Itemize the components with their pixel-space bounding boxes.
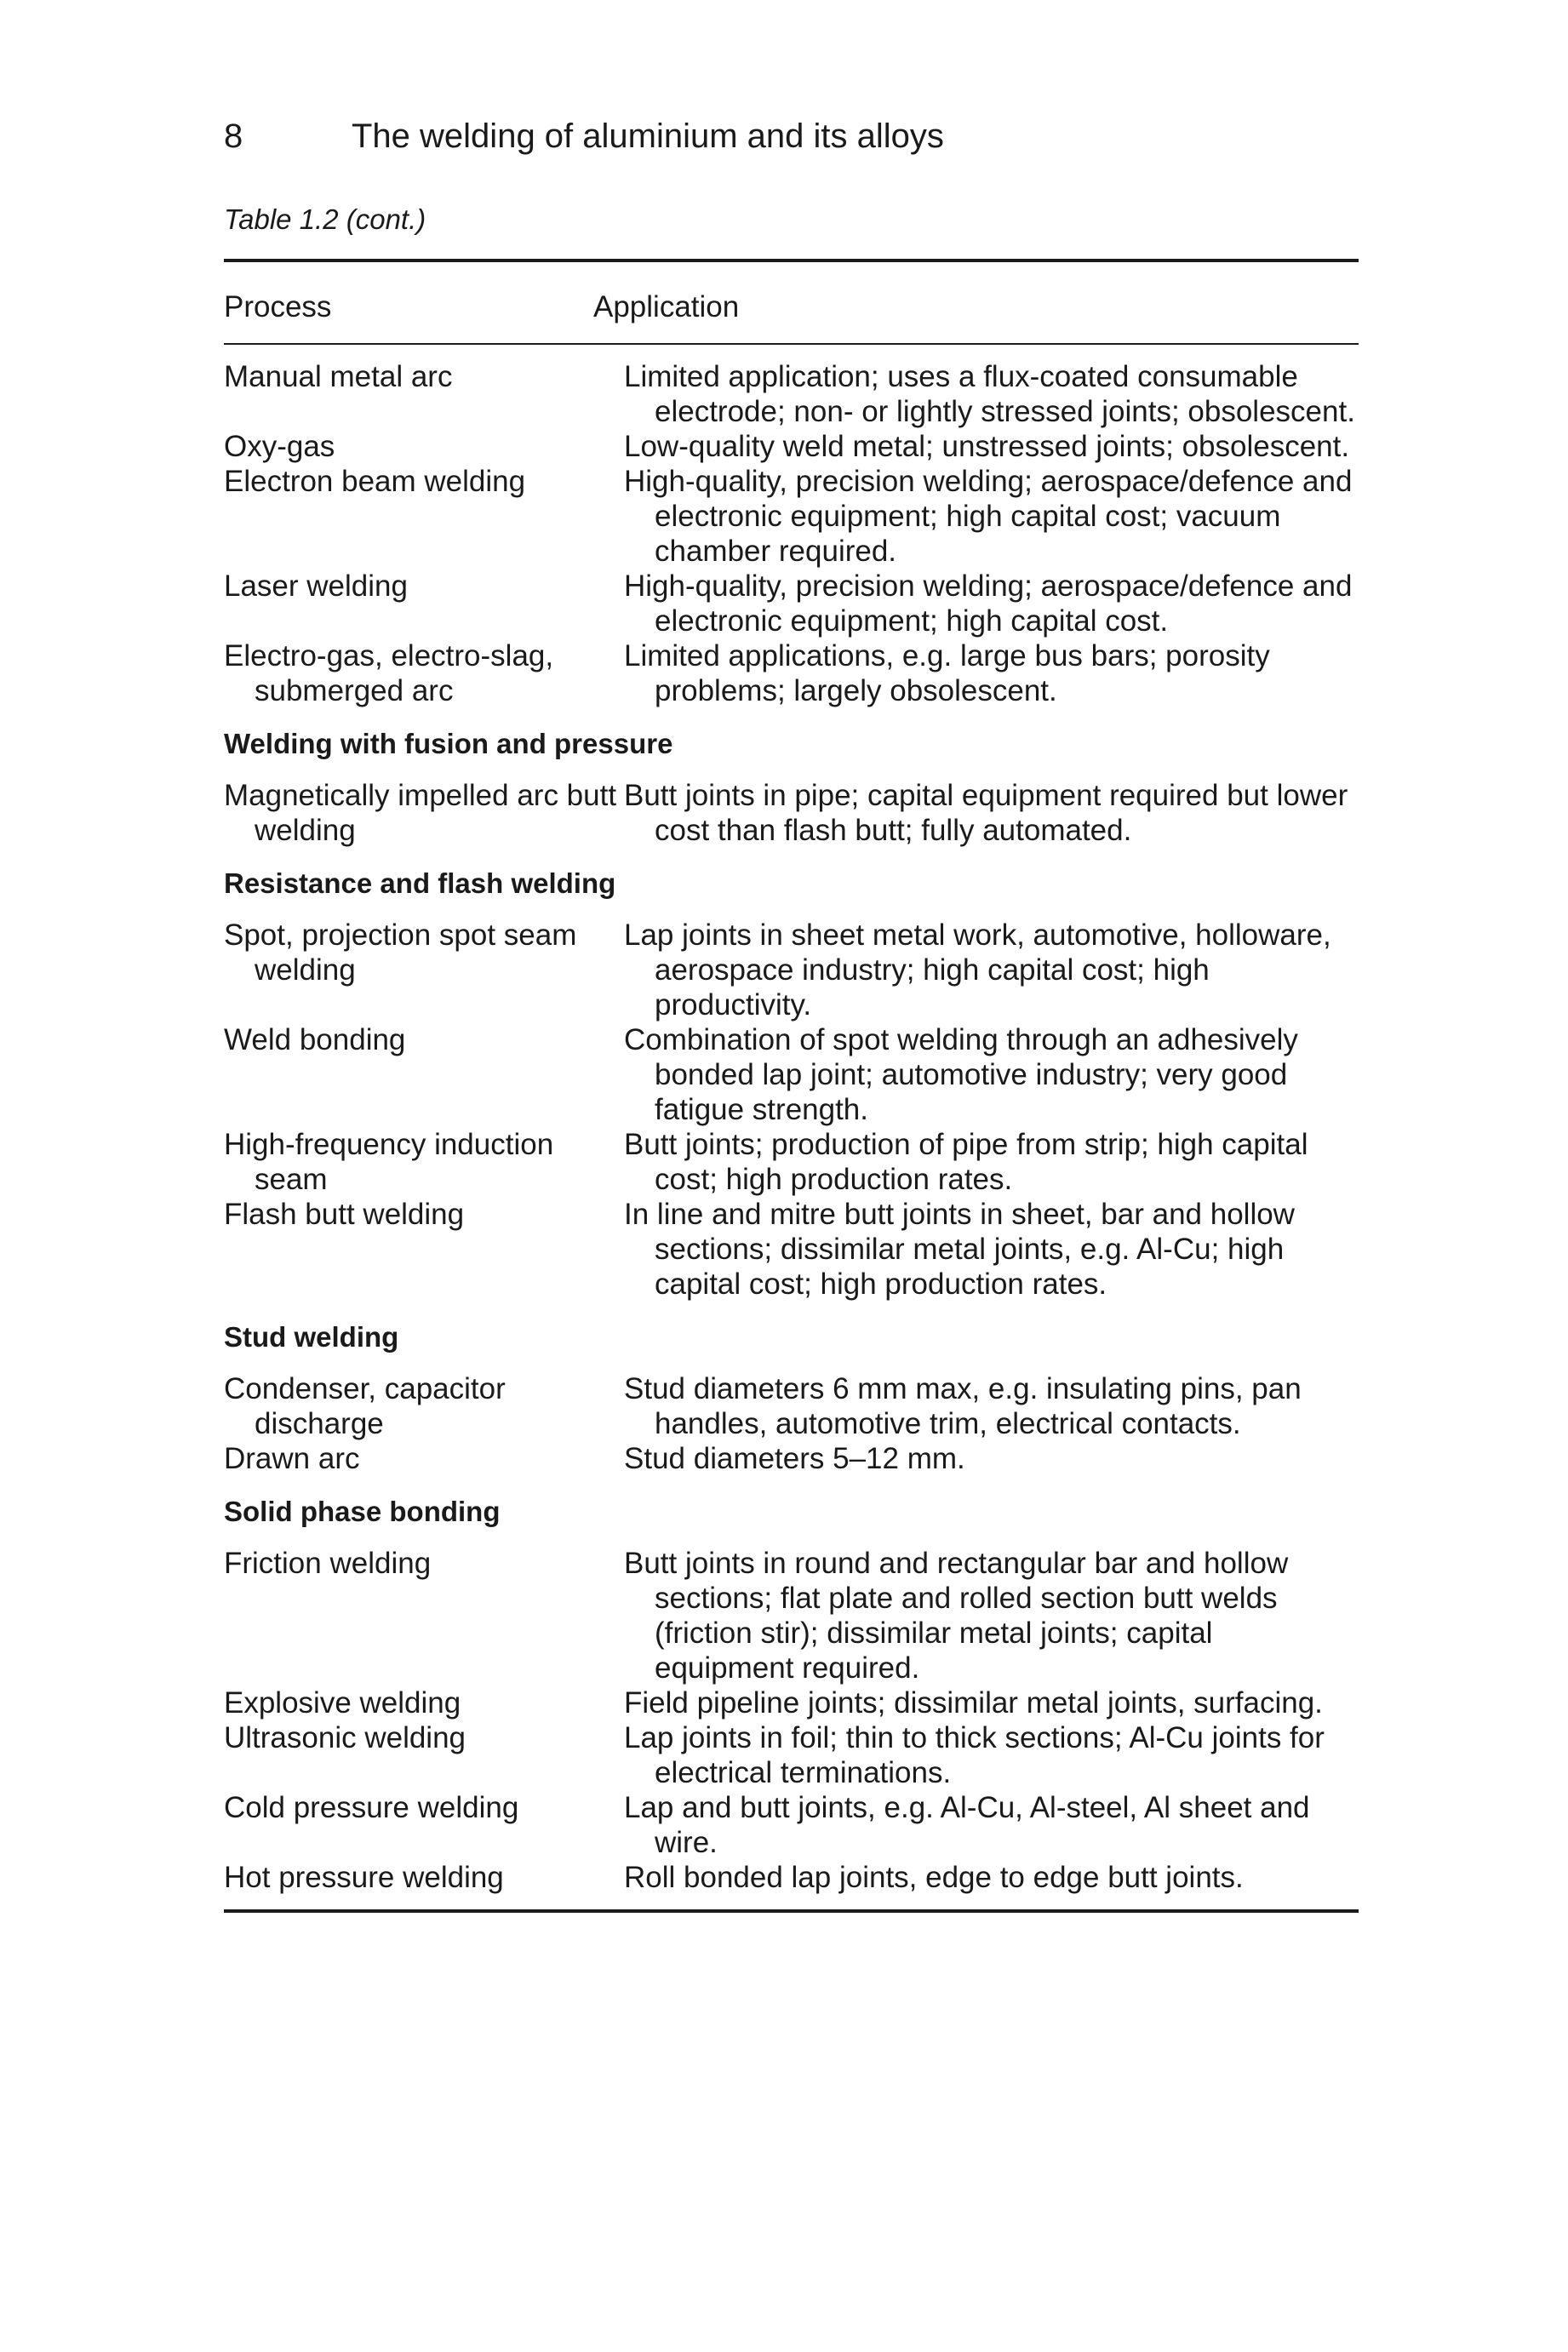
application-cell: Lap and butt joints, e.g. Al-Cu, Al-steel, Al sheet and wire. <box>624 1791 1310 1859</box>
table-body <box>224 345 1359 1909</box>
running-head <box>224 114 944 158</box>
process-cell: Laser welding <box>224 569 408 603</box>
application-cell: Combination of spot welding through an adhesively bonded lap joint; automotive industry; very good fatigue strength. <box>624 1023 1298 1126</box>
table-row <box>224 1685 1359 1720</box>
application-cell: Field pipeline joints; dissimilar metal joints, surfacing. <box>624 1686 1323 1720</box>
table-row <box>224 464 1359 569</box>
process-cell: Magnetically impelled arc butt welding <box>224 779 617 847</box>
section-heading: Resistance and flash welding <box>224 867 616 899</box>
process-cell: Friction welding <box>224 1547 432 1580</box>
application-cell: Lap joints in foil; thin to thick sections; Al-Cu joints for electrical terminations. <box>624 1721 1325 1789</box>
table-row <box>224 1790 1359 1860</box>
process-cell: Electro-gas, electro-slag, submerged arc <box>224 639 554 707</box>
application-cell: Butt joints; production of pipe from strip; high capital cost; high production rates. <box>624 1128 1308 1196</box>
page-number: 8 <box>224 117 243 155</box>
application-cell: High-quality, precision welding; aerospace/defence and electronic equipment; high capital cost. <box>624 569 1353 638</box>
application-cell: Butt joints in pipe; capital equipment required but lower cost than flash butt; fully automated. <box>624 779 1348 847</box>
table-row <box>224 1197 1359 1302</box>
application-cell: Roll bonded lap joints, edge to edge butt joints. <box>624 1861 1244 1894</box>
header-process: Process <box>224 290 332 323</box>
process-cell: Flash butt welding <box>224 1198 465 1231</box>
table-row <box>224 1127 1359 1197</box>
application-cell: Limited applications, e.g. large bus bars; porosity problems; largely obsolescent. <box>624 639 1270 707</box>
section-heading: Welding with fusion and pressure <box>224 728 673 759</box>
table-row <box>224 918 1359 1022</box>
section-heading: Stud welding <box>224 1321 399 1353</box>
table-row <box>224 1371 1359 1441</box>
process-cell: Weld bonding <box>224 1023 406 1056</box>
table-row <box>224 1546 1359 1685</box>
application-cell: Low-quality weld metal; unstressed joints; obsolescent. <box>624 430 1350 463</box>
running-title: The welding of aluminium and its alloys <box>352 117 944 155</box>
header-application: Application <box>593 290 740 323</box>
application-cell: Stud diameters 6 mm max, e.g. insulating pins, pan handles, automotive trim, electrical contacts. <box>624 1372 1302 1440</box>
process-cell: High-frequency induction seam <box>224 1128 554 1196</box>
table-header-row <box>224 262 1359 343</box>
table-row <box>224 638 1359 708</box>
process-cell: Oxy-gas <box>224 430 335 463</box>
application-cell: Limited application; uses a flux-coated consumable electrode; non- or lightly stressed joints; obsolescent. <box>624 360 1355 428</box>
table-row <box>224 1441 1359 1476</box>
process-cell: Hot pressure welding <box>224 1861 504 1894</box>
section-heading: Solid phase bonding <box>224 1496 501 1527</box>
process-cell: Cold pressure welding <box>224 1791 519 1824</box>
process-cell: Manual metal arc <box>224 360 453 393</box>
table-row <box>224 1720 1359 1790</box>
table-bottom-rule <box>224 1909 1359 1913</box>
process-cell: Spot, projection spot seam welding <box>224 918 577 987</box>
table-row <box>224 778 1359 848</box>
application-cell: In line and mitre butt joints in sheet, bar and hollow sections; dissimilar metal joints, e.g. Al-Cu; high capital cost; high production rates. <box>624 1198 1295 1301</box>
table-row <box>224 569 1359 638</box>
table-row <box>224 1022 1359 1127</box>
application-cell: Stud diameters 5–12 mm. <box>624 1442 965 1475</box>
process-cell: Ultrasonic welding <box>224 1721 466 1754</box>
table-row <box>224 429 1359 464</box>
application-cell: Butt joints in round and rectangular bar and hollow sections; flat plate and rolled section butt welds (friction stir); dissimilar metal joints; capital equipment required. <box>624 1547 1289 1685</box>
application-cell: High-quality, precision welding; aerospace/defence and electronic equipment; high capital cost; vacuum chamber required. <box>624 465 1353 568</box>
process-cell: Electron beam welding <box>224 465 526 498</box>
process-cell: Drawn arc <box>224 1442 360 1475</box>
process-cell: Explosive welding <box>224 1686 461 1720</box>
table-row <box>224 359 1359 429</box>
process-application-table <box>224 259 1359 1913</box>
table-row <box>224 1860 1359 1895</box>
table-caption: Table 1.2 (cont.) <box>224 203 426 235</box>
process-cell: Condenser, capacitor discharge <box>224 1372 506 1440</box>
application-cell: Lap joints in sheet metal work, automotive, holloware, aerospace industry; high capital cost; high productivity. <box>624 918 1331 1021</box>
